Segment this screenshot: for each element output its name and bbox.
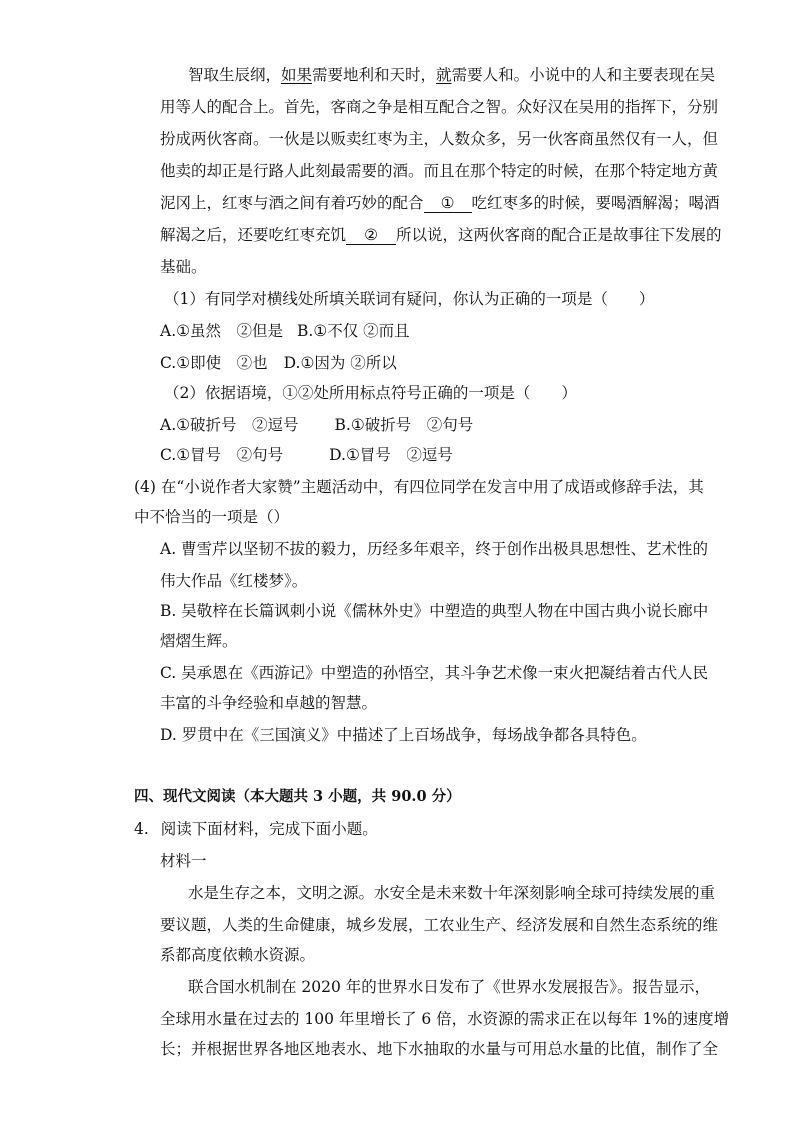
passage-line-7: 基础。 [160, 258, 207, 276]
passage-text: 需要人和。小说中的人和主要表现在吴 [451, 66, 716, 84]
question-instruction: 阅读下面材料，完成下面小题。 [160, 820, 378, 838]
passage-line-5 [160, 192, 720, 214]
option-1b[interactable]: B.①不仅 ②而且 [297, 322, 410, 340]
option-4a-line-1[interactable]: A. 曹雪芹以坚韧不拔的毅力，历经多年艰辛，终于创作出极具思想性、艺术性的 [160, 540, 709, 558]
question-2-options-row-2 [160, 444, 660, 466]
material-p1-line-3: 系都高度依赖水资源。 [160, 946, 316, 964]
fill-blank-2: ② [346, 226, 396, 245]
material-p1-line-1: 水是生存之本，文明之源。水安全是未来数十年深刻影响全球可持续发展的重 [188, 884, 716, 902]
passage-line-4: 他卖的却正是行路人此刻最需要的酒。而且在那个特定的时候，在那个特定地方黄 [160, 162, 719, 180]
material-p2-line-2: 全球用水量在过去的 100 年里增长了 6 倍，水资源的需求正在以每年 1%的速度增 [160, 1010, 730, 1028]
passage-line-3: 扮成两伙客商。一伙是以贩卖红枣为主，人数众多，另一伙客商虽然仅有一人，但 [160, 130, 719, 148]
option-4b-line-2[interactable]: 熠熠生辉。 [160, 632, 238, 650]
passage-text: 解渴之后，还要吃红枣充饥 [160, 226, 347, 244]
option-2c[interactable]: C.①冒号 ②句号 [160, 446, 284, 464]
passage-text: 所以说，这两伙客商的配合正是故事往下发展的 [396, 226, 722, 244]
question-4-item [134, 818, 634, 840]
passage-text: 需要地利和天时， [312, 66, 437, 84]
question-1-stem: （1）有同学对横线处所填关联词有疑问，你认为正确的一项是（ ） [164, 290, 655, 308]
option-1c[interactable]: C.①即使 ②也 [160, 354, 268, 372]
material-p1-line-2: 要议题，人类的生命健康，城乡发展，工农业生产、经济发展和自然生态系统的维 [160, 916, 719, 934]
passage-text: 泥冈上，红枣与酒之间有着巧妙的配合 [160, 194, 424, 212]
question-4-stem-line-1: (4) 在“小说作者大家赞”主题活动中，有四位同学在发言中用了成语或修辞手法，其 [134, 478, 704, 496]
option-4b-line-1[interactable]: B. 吴敬梓在长篇讽刺小说《儒林外史》中塑造的典型人物在中国古典小说长廊中 [160, 602, 709, 620]
option-4a-line-2[interactable]: 伟大作品《红楼梦》。 [160, 572, 308, 590]
question-2-stem: （2）依据语境，①②处所用标点符号正确的一项是（ ） [164, 384, 577, 402]
option-4c-line-2[interactable]: 丰富的斗争经验和卓越的智慧。 [160, 694, 378, 712]
question-1-options-row-1 [160, 320, 660, 342]
option-2d[interactable]: D.①冒号 ②逗号 [329, 446, 453, 464]
option-2a[interactable]: A.①破折号 ②逗号 [160, 416, 299, 434]
passage-line-6 [160, 224, 722, 246]
question-number: 4. [134, 820, 149, 838]
option-4d-line-1[interactable]: D. 罗贯中在《三国演义》中描述了上百场战争，每场战争都各具特色。 [160, 726, 647, 744]
option-1d[interactable]: D.①因为 ②所以 [283, 354, 397, 372]
material-p2-line-1: 联合国水机制在 2020 年的世界水日发布了《世界水发展报告》。报告显示， [188, 978, 711, 996]
material-p2-line-3: 长；并根据世界各地区地表水、地下水抽取的水量与可用总水量的比值，制作了全 [160, 1040, 719, 1058]
section-heading: 四、现代文阅读（本大题共 3 小题，共 90.0 分） [134, 788, 461, 805]
option-4c-line-1[interactable]: C. 吴承恩在《西游记》中塑造的孙悟空，其斗争艺术像一束火把凝结着古代人民 [160, 664, 709, 682]
fill-blank-1: ① [424, 194, 472, 213]
question-1-options-row-2 [160, 352, 660, 374]
question-2-options-row-1 [160, 414, 660, 436]
underlined-word: 就 [436, 66, 452, 84]
underlined-word: 如果 [281, 66, 313, 84]
material-title: 材料一 [160, 852, 207, 870]
option-1a[interactable]: A.①虽然 ②但是 [160, 322, 284, 340]
passage-text: 智取生辰纲， [188, 66, 282, 84]
passage-line-2: 用等人的配合上。首先，客商之争是相互配合之智。众好汉在吴用的指挥下，分别 [160, 98, 719, 116]
question-4-stem-line-2: 中不恰当的一项是（） [134, 508, 290, 526]
passage-text: 吃红枣多的时候，要喝酒解渴；喝酒 [471, 194, 720, 212]
option-2b[interactable]: B.①破折号 ②句号 [334, 416, 474, 434]
passage-line-1 [188, 64, 716, 86]
